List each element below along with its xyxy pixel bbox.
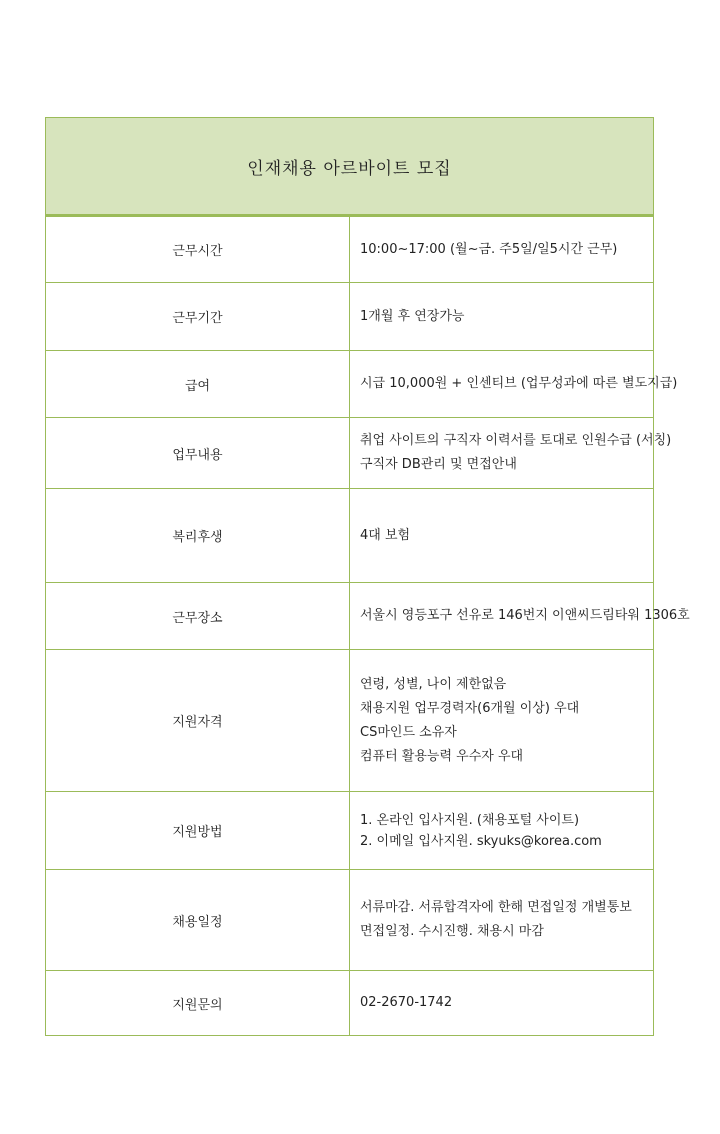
table-row xyxy=(46,489,654,583)
row-value xyxy=(350,583,690,650)
row-label: 지원문의 xyxy=(46,971,350,1036)
row-label: 복리후생 xyxy=(46,489,350,583)
value-line: CS마인드 소유자 xyxy=(360,724,457,740)
row-value xyxy=(350,489,654,583)
value-line: 면접일정. 수시진행. 채용시 마감 xyxy=(360,924,544,939)
row-label: 업무내용 xyxy=(46,418,350,489)
table-row xyxy=(46,351,654,418)
table-row xyxy=(46,650,654,792)
row-label: 급여 xyxy=(46,351,350,418)
value-line: 1개월 후 연장가능 xyxy=(360,308,465,324)
value-line: 시급 10,000원 + 인센티브 (업무성과에 따른 별도지급) xyxy=(360,376,678,391)
table-row xyxy=(46,418,654,489)
value-line: 연령, 성별, 나이 제한없음 xyxy=(360,676,507,692)
row-value xyxy=(350,870,654,971)
value-line: 4대 보험 xyxy=(360,527,411,543)
value-line: 취업 사이트의 구직자 이력서를 토대로 인원수급 (서칭) xyxy=(360,433,672,448)
row-value xyxy=(350,216,654,283)
row-value xyxy=(350,650,654,792)
value-line: 1. 온라인 입사지원. (채용포털 사이트) xyxy=(360,812,580,828)
table-row xyxy=(46,870,654,971)
value-line: 02-2670-1742 xyxy=(360,995,453,1010)
value-line: 서류마감. 서류합격자에 한해 면접일정 개별통보 xyxy=(360,900,632,915)
row-value xyxy=(350,971,654,1036)
table-row xyxy=(46,283,654,351)
row-value xyxy=(350,418,672,489)
row-label: 근무시간 xyxy=(46,216,350,283)
table-row xyxy=(46,583,654,650)
row-label: 근무기간 xyxy=(46,283,350,351)
row-value xyxy=(350,283,654,351)
value-line: 구직자 DB관리 및 면접안내 xyxy=(360,457,517,472)
title-row xyxy=(46,118,654,216)
document-title: 인재채용 아르바이트 모집 xyxy=(46,118,654,216)
table-row xyxy=(46,792,654,870)
row-label: 지원방법 xyxy=(46,792,350,870)
table-row xyxy=(46,971,654,1036)
recruitment-table xyxy=(45,117,690,1036)
row-label: 근무장소 xyxy=(46,583,350,650)
value-line: 컴퓨터 활용능력 우수자 우대 xyxy=(360,748,524,764)
row-value xyxy=(350,792,654,870)
value-line: 서울시 영등포구 선유로 146번지 이앤씨드림타워 1306호 xyxy=(360,608,690,623)
row-label: 지원자격 xyxy=(46,650,350,792)
value-line: 2. 이메일 입사지원. skyuks@korea.com xyxy=(360,833,602,849)
value-line: 채용지원 업무경력자(6개월 이상) 우대 xyxy=(360,700,580,716)
value-line: 10:00~17:00 (월~금. 주5일/일5시간 근무) xyxy=(360,241,618,257)
table-row xyxy=(46,216,654,283)
row-label: 채용일정 xyxy=(46,870,350,971)
row-value xyxy=(350,351,678,418)
